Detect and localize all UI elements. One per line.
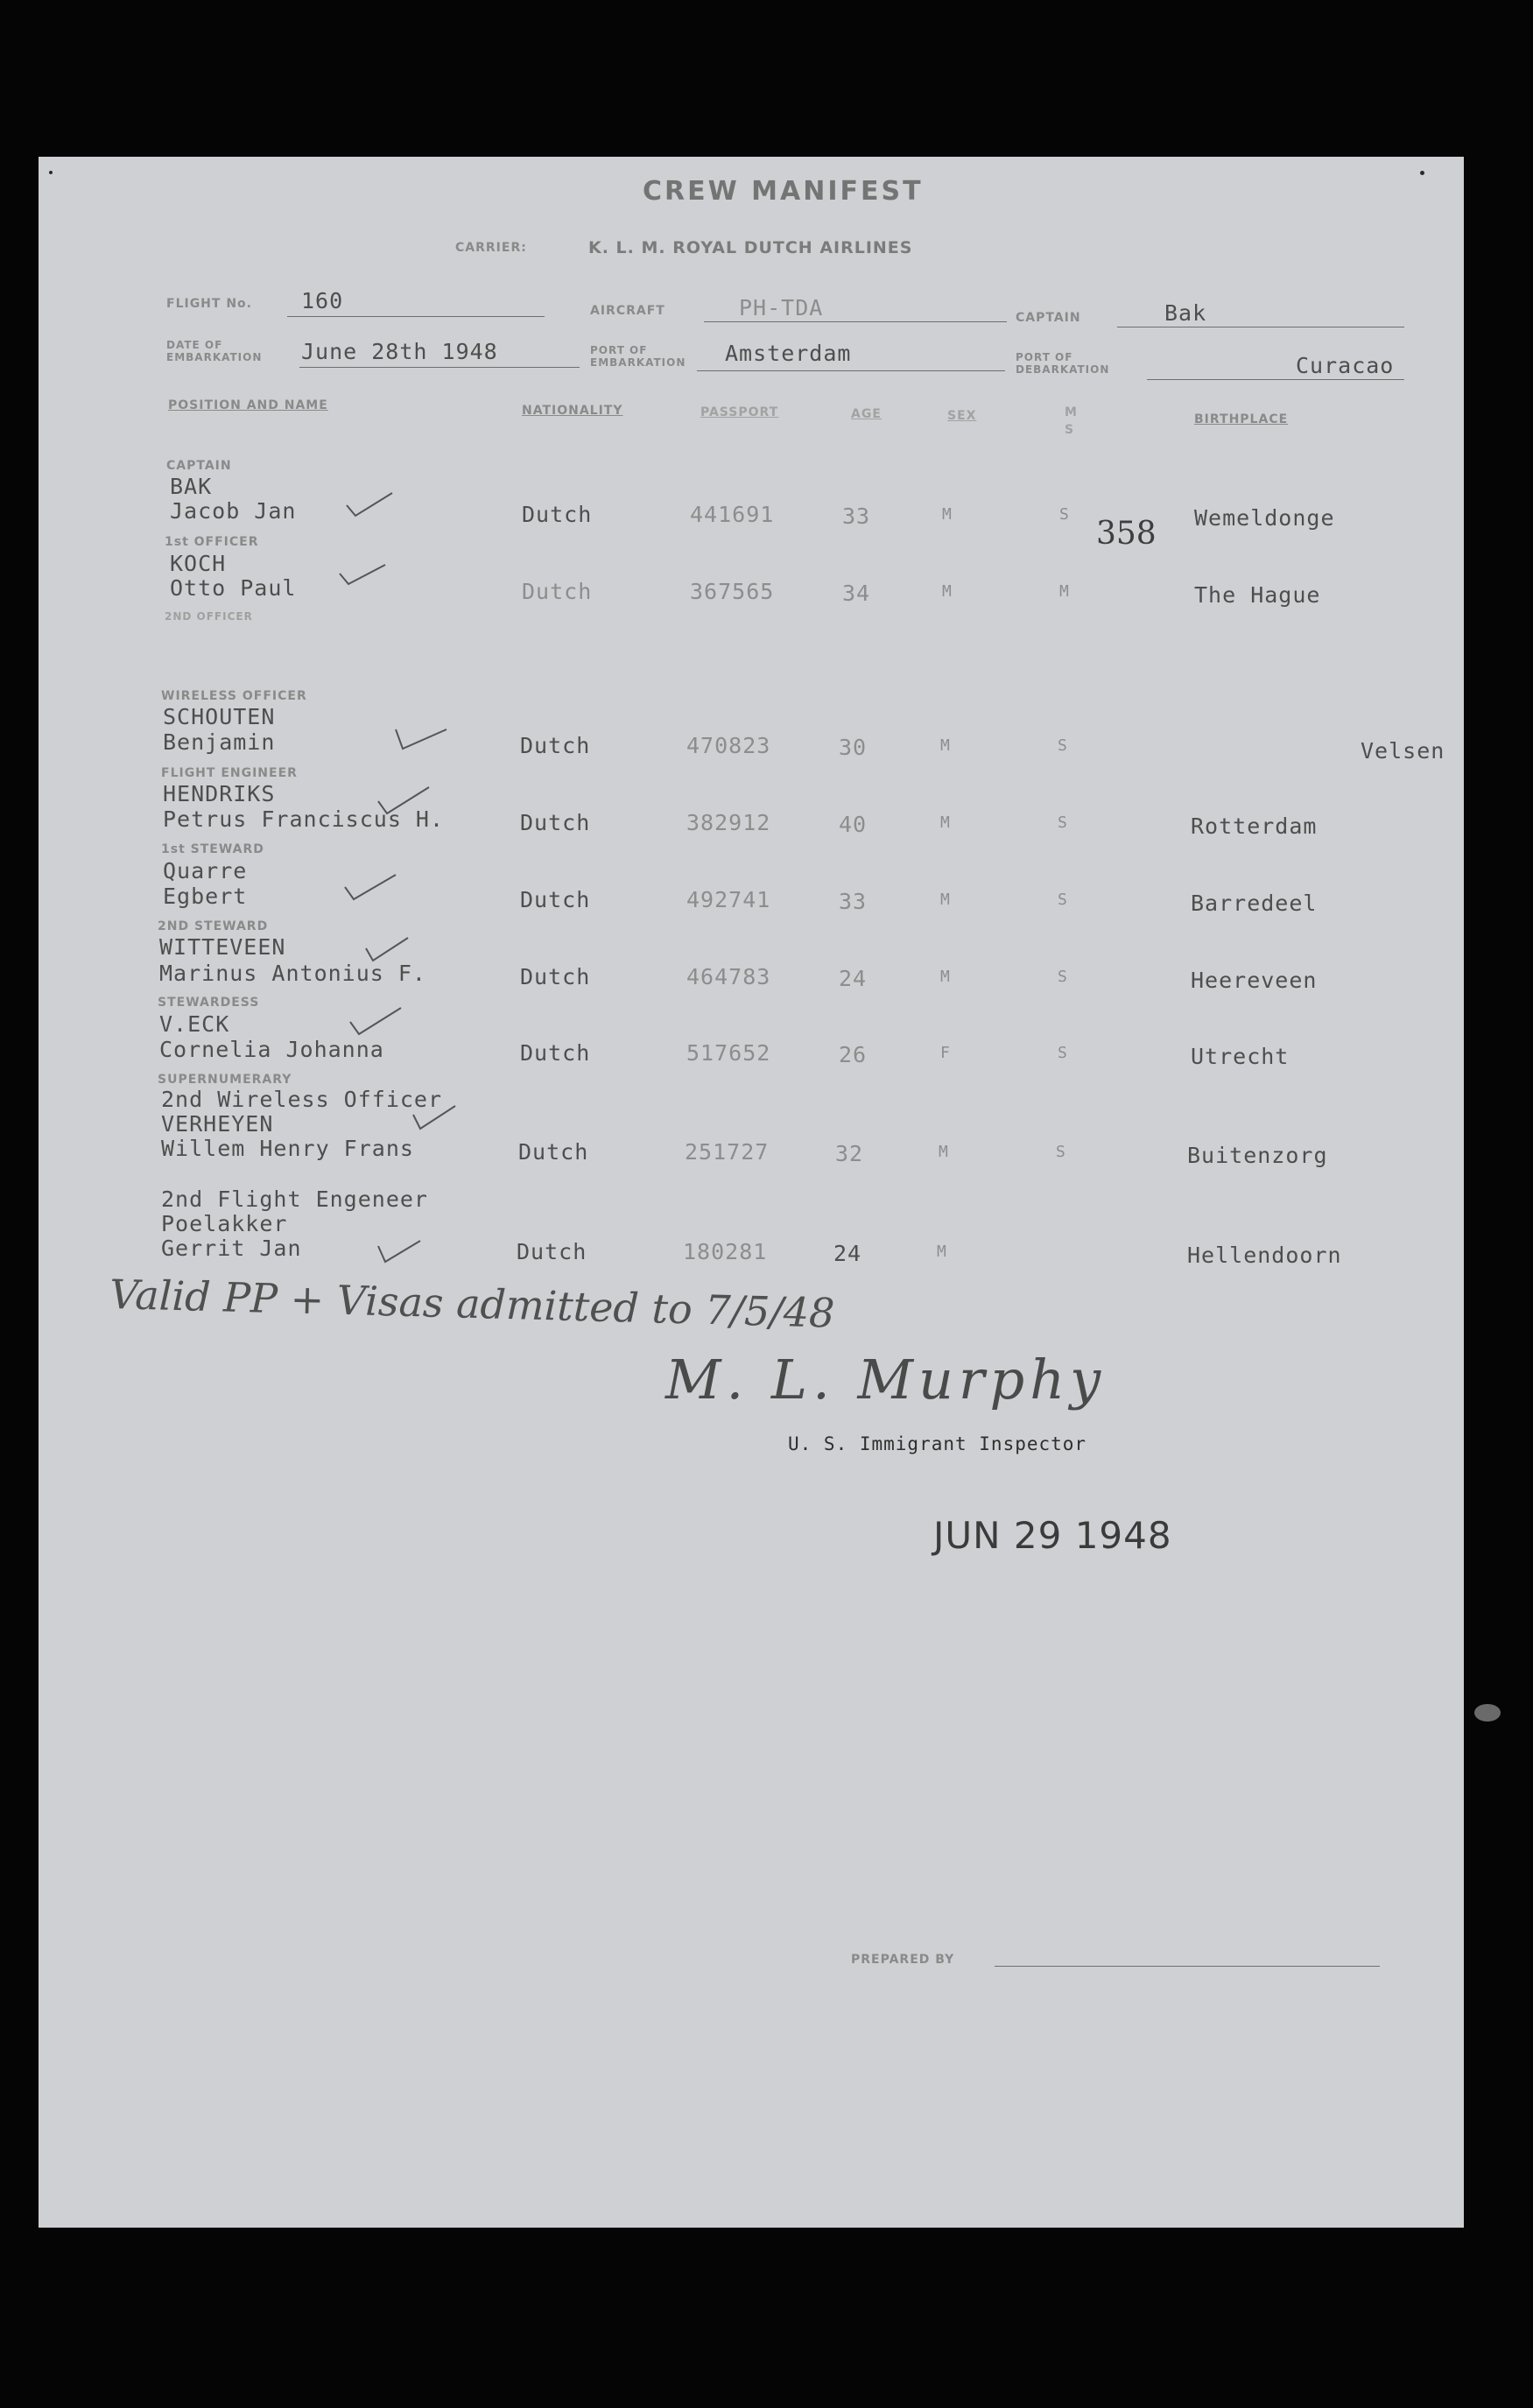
aircraft-rule bbox=[704, 321, 1007, 322]
crew-nationality: Dutch bbox=[518, 1139, 589, 1165]
speck bbox=[49, 171, 53, 174]
crew-age: 24 bbox=[839, 966, 868, 991]
crew-passport: 382912 bbox=[686, 810, 771, 835]
crew-surname: VERHEYEN bbox=[161, 1111, 274, 1137]
crew-sex: F bbox=[940, 1044, 951, 1062]
crew-marital-status: S bbox=[1058, 968, 1068, 986]
crew-given-name: Egbert bbox=[163, 884, 248, 909]
port-debarkation-label-1: PORT OF bbox=[1016, 351, 1073, 363]
prepared-by-label: PREPARED BY bbox=[851, 1953, 955, 1967]
crew-surname: V.ECK bbox=[159, 1011, 230, 1037]
col-age: AGE bbox=[851, 407, 882, 421]
crew-sex: M bbox=[939, 1143, 949, 1161]
crew-surname: HENDRIKS bbox=[163, 781, 276, 806]
crew-marital-status: S bbox=[1058, 1044, 1068, 1062]
port-debarkation-value: Curacao bbox=[1296, 353, 1395, 378]
checkmark-icon bbox=[343, 488, 396, 523]
crew-position: 2nd Flight Engeneer bbox=[161, 1186, 428, 1212]
crew-passport: 492741 bbox=[686, 887, 771, 912]
crew-passport: 367565 bbox=[690, 579, 775, 604]
checkmark-icon bbox=[375, 1234, 424, 1269]
crew-position: 2ND STEWARD bbox=[158, 919, 269, 933]
crew-birthplace: Wemeldonge bbox=[1194, 505, 1335, 531]
crew-nationality: Dutch bbox=[520, 1040, 591, 1066]
crew-sex: M bbox=[940, 891, 951, 909]
crew-nationality: Dutch bbox=[520, 733, 591, 758]
crew-position: 1st STEWARD bbox=[161, 842, 264, 856]
captain-header-value: Bak bbox=[1164, 300, 1207, 326]
crew-nationality: Dutch bbox=[522, 502, 593, 527]
crew-sex: M bbox=[940, 968, 951, 986]
carrier-value: K. L. M. ROYAL DUTCH AIRLINES bbox=[588, 238, 913, 257]
port-embarkation-value: Amsterdam bbox=[725, 341, 852, 366]
crew-age: 32 bbox=[835, 1141, 864, 1166]
port-debarkation-label-2: DEBARKATION bbox=[1016, 363, 1110, 376]
crew-marital-status: S bbox=[1058, 891, 1068, 909]
crew-given-name: Gerrit Jan bbox=[161, 1236, 302, 1261]
crew-birthplace: Rotterdam bbox=[1191, 813, 1318, 839]
crew-birthplace: Buitenzorg bbox=[1187, 1143, 1328, 1168]
crew-position: CAPTAIN bbox=[166, 459, 232, 473]
crew-nationality: Dutch bbox=[522, 579, 593, 604]
checkmark-icon bbox=[362, 933, 411, 968]
crew-passport: 517652 bbox=[686, 1040, 771, 1066]
col-position-name: POSITION AND NAME bbox=[168, 398, 328, 412]
crew-age: 24 bbox=[833, 1241, 862, 1266]
crew-nationality: Dutch bbox=[520, 964, 591, 989]
flight-no-value: 160 bbox=[301, 288, 344, 313]
crew-position: FLIGHT ENGINEER bbox=[161, 766, 298, 780]
crew-given-name: Benjamin bbox=[163, 729, 276, 755]
checkmark-icon bbox=[347, 1003, 404, 1041]
crew-nationality: Dutch bbox=[520, 810, 591, 835]
crew-position: 2ND OFFICER bbox=[165, 610, 253, 623]
manifest-page bbox=[39, 157, 1464, 2228]
crew-birthplace: Barredeel bbox=[1191, 891, 1318, 916]
border-blot bbox=[1474, 1704, 1501, 1722]
crew-surname: WITTEVEEN bbox=[159, 934, 286, 960]
crew-age: 40 bbox=[839, 812, 868, 837]
crew-birthplace: Heereveen bbox=[1191, 968, 1318, 993]
checkmark-icon bbox=[392, 721, 450, 756]
page-number-stamp: 358 bbox=[1096, 516, 1157, 552]
port-embarkation-label-2: EMBARKATION bbox=[590, 356, 686, 369]
inspector-title: U. S. Immigrant Inspector bbox=[788, 1433, 1087, 1454]
crew-age: 34 bbox=[842, 581, 871, 606]
manifest-title: CREW MANIFEST bbox=[643, 176, 924, 207]
crew-position: STEWARDESS bbox=[158, 996, 260, 1010]
flight-no-label: FLIGHT No. bbox=[166, 297, 252, 311]
crew-sex: M bbox=[942, 582, 953, 601]
prepared-by-rule bbox=[995, 1966, 1380, 1967]
crew-marital-status: M bbox=[1059, 582, 1070, 601]
checkmark-icon bbox=[341, 868, 399, 906]
crew-birthplace: The Hague bbox=[1194, 582, 1321, 608]
crew-position: SUPERNUMERARY bbox=[158, 1073, 292, 1087]
aircraft-value: PH-TDA bbox=[739, 295, 824, 320]
col-ms-1: M bbox=[1065, 405, 1078, 419]
date-embarkation-value: June 28th 1948 bbox=[301, 339, 498, 364]
crew-birthplace: Hellendoorn bbox=[1187, 1243, 1342, 1268]
crew-age: 30 bbox=[839, 735, 868, 760]
col-sex: SEX bbox=[947, 409, 977, 423]
checkmark-icon bbox=[336, 558, 389, 593]
crew-surname: Poelakker bbox=[161, 1211, 288, 1236]
crew-surname: BAK bbox=[170, 474, 213, 499]
crew-surname: SCHOUTEN bbox=[163, 704, 276, 729]
captain-label: CAPTAIN bbox=[1016, 311, 1081, 325]
crew-nationality: Dutch bbox=[517, 1239, 587, 1264]
crew-given-name: Petrus Franciscus H. bbox=[163, 806, 445, 832]
crew-sex: M bbox=[940, 736, 951, 755]
date-rule bbox=[299, 367, 580, 368]
crew-nationality: Dutch bbox=[520, 887, 591, 912]
crew-position: WIRELESS OFFICER bbox=[161, 689, 307, 703]
speck bbox=[1420, 171, 1424, 175]
crew-sex: M bbox=[940, 813, 951, 832]
checkmark-icon bbox=[375, 782, 432, 820]
port-embarkation-label-1: PORT OF bbox=[590, 344, 648, 356]
col-ms-2: S bbox=[1065, 423, 1075, 437]
crew-given-name: Otto Paul bbox=[170, 575, 297, 601]
crew-position: 1st OFFICER bbox=[165, 535, 259, 549]
crew-surname: KOCH bbox=[170, 551, 227, 576]
crew-passport: 441691 bbox=[690, 502, 775, 527]
handwritten-note: Valid PP + Visas admitted to 7/5/48 bbox=[109, 1271, 836, 1337]
col-nationality: NATIONALITY bbox=[522, 404, 623, 418]
crew-passport: 470823 bbox=[686, 733, 771, 758]
crew-sex: M bbox=[942, 505, 953, 524]
date-embarkation-label-1: DATE OF bbox=[166, 339, 223, 351]
crew-marital-status: S bbox=[1058, 813, 1068, 832]
col-birthplace: BIRTHPLACE bbox=[1194, 412, 1289, 426]
date-stamp: JUN 29 1948 bbox=[933, 1514, 1172, 1557]
date-embarkation-label-2: EMBARKATION bbox=[166, 351, 263, 363]
inspector-signature: M. L. Murphy bbox=[665, 1348, 1107, 1412]
crew-marital-status: S bbox=[1056, 1143, 1066, 1161]
crew-given-name: Marinus Antonius F. bbox=[159, 961, 426, 986]
crew-surname: Quarre bbox=[163, 858, 248, 884]
crew-given-name: Jacob Jan bbox=[170, 498, 297, 524]
port-debarkation-rule bbox=[1147, 379, 1404, 380]
checkmark-icon bbox=[410, 1101, 459, 1136]
crew-age: 26 bbox=[839, 1042, 868, 1067]
crew-passport: 251727 bbox=[685, 1139, 770, 1165]
crew-age: 33 bbox=[839, 889, 868, 914]
crew-given-name: Willem Henry Frans bbox=[161, 1136, 414, 1161]
crew-birthplace: Utrecht bbox=[1191, 1044, 1290, 1069]
col-passport: PASSPORT bbox=[700, 405, 779, 419]
crew-birthplace: Velsen bbox=[1361, 738, 1445, 764]
crew-position-detail: 2nd Wireless Officer bbox=[161, 1087, 443, 1112]
crew-sex: M bbox=[937, 1243, 947, 1261]
crew-marital-status: S bbox=[1058, 736, 1068, 755]
crew-passport: 180281 bbox=[683, 1239, 768, 1264]
port-embarkation-rule bbox=[697, 370, 1005, 371]
aircraft-label: AIRCRAFT bbox=[590, 304, 665, 318]
crew-given-name: Cornelia Johanna bbox=[159, 1037, 384, 1062]
crew-marital-status: S bbox=[1059, 505, 1070, 524]
flight-no-rule bbox=[287, 316, 545, 317]
crew-passport: 464783 bbox=[686, 964, 771, 989]
crew-age: 33 bbox=[842, 503, 871, 529]
carrier-label: CARRIER: bbox=[455, 241, 527, 255]
